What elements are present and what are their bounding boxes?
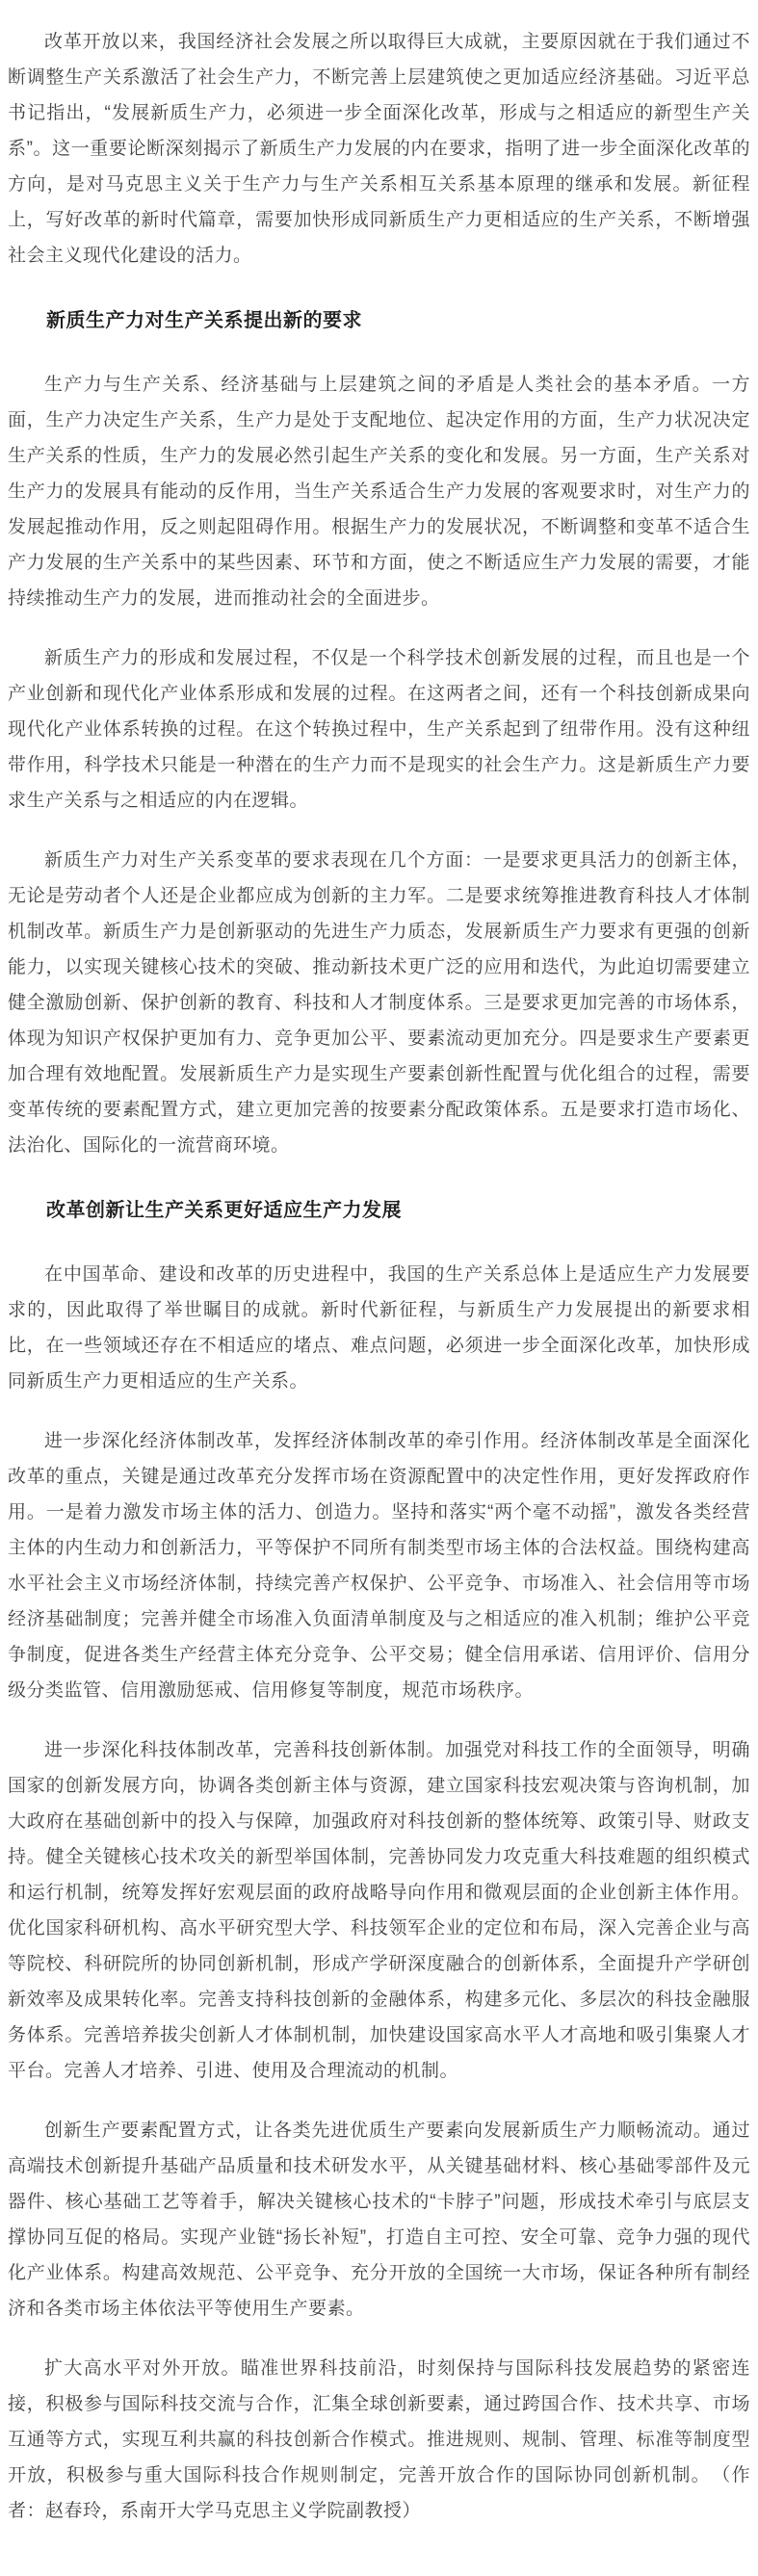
section-heading: 新质生产力对生产关系提出新的要求 <box>46 310 362 331</box>
article-paragraph: 生产力与生产关系、经济基础与上层建筑之间的矛盾是人类社会的基本矛盾。一方面，生产力决定生产关系，生产力是处于支配地位、起决定作用的方面，生产力状况决定生产关系的性质，生产力的发展必然引起生产关系的变化和发展。另一方面，生产关系对生产力的发展具有能动的反作用，当生产关系适合生产力发展的客观要求时，对生产力的发展起推动作用，反之则起阻碍作用。根据生产力的发展状况，不断调整和变革不适合生产力发展的生产关系中的某些因素、环节和方面，使之不断适应生产力发展的需要，才能持续推动生产力的发展，进而推动社会的全面进步。 <box>8 375 750 609</box>
article-paragraph: 进一步深化经济体制改革，发挥经济体制改革的牵引作用。经济体制改革是全面深化改革的重点，关键是通过改革充分发挥市场在资源配置中的决定性作用，更好发挥政府作用。一是着力激发市场主体的活力、创造力。坚持和落实“两个毫不动摇”，激发各类经营主体的内生动力和创新活力，平等保护不同所有制类型市场主体的合法权益。围绕构建高水平社会主义市场经济体制，持续完善产权保护、公平竞争、市场准入、社会信用等市场经济基础制度；完善并健全市场准入负面清单制度及与之相适应的准入机制；维护公平竞争制度，促进各类生产经营主体充分竞争、公平交易；健全信用承诺、信用评价、信用分级分类监管、信用激励惩戒、信用修复等制度，规范市场秩序。 <box>8 1431 750 1701</box>
article-paragraph: 扩大高水平对外开放。瞄准世界科技前沿，时刻保持与国际科技发展趋势的紧密连接，积极参与国际科技交流与合作，汇集全球创新要素，通过跨国合作、技术共享、市场互通等方式，实现互利共赢的科技创新合作模式。推进规则、规制、管理、标准等制度型开放，积极参与重大国际科技合作规则制定，完善开放合作的国际协同创新机制。 （作者：赵春玲，系南开大学马克思主义学院副教授） <box>8 2358 750 2521</box>
section-heading: 改革创新让生产关系更好适应生产力发展 <box>46 1200 402 1221</box>
article-paragraph: 在中国革命、建设和改革的历史进程中，我国的生产关系总体上是适应生产力发展要求的，因此取得了举世瞩目的成就。新时代新征程，与新质生产力发展提出的新要求相比，在一些领域还存在不相适应的堵点、难点问题，必须进一步全面深化改革，加快形成同新质生产力更相适应的生产关系。 <box>8 1264 750 1392</box>
article-paragraph: 改革开放以来，我国经济社会发展之所以取得巨大成就，主要原因就在于我们通过不断调整生产关系激活了社会生产力，不断完善上层建筑使之更加适应经济基础。习近平总书记指出，“发展新质生产力，必须进一步全面深化改革，形成与之相适应的新型生产关系”。这一重要论断深刻揭示了新质生产力发展的内在要求，指明了进一步全面深化改革的方向，是对马克思主义关于生产力与生产关系相互关系基本原理的继承和发展。新征程上，写好改革的新时代篇章，需要加快形成同新质生产力更相适应的生产关系，不断增强社会主义现代化建设的活力。 <box>8 32 750 266</box>
article-paragraph: 新质生产力的形成和发展过程，不仅是一个科学技术创新发展的过程，而且也是一个产业创新和现代化产业体系形成和发展的过程。在这两者之间，还有一个科技创新成果向现代化产业体系转换的过程。在这个转换过程中，生产关系起到了纽带作用。没有这种纽带作用，科学技术只能是一种潜在的生产力而不是现实的社会生产力。这是新质生产力要求生产关系与之相适应的内在逻辑。 <box>8 648 750 811</box>
article-paragraph: 进一步深化科技体制改革，完善科技创新体制。加强党对科技工作的全面领导，明确国家的创新发展方向，协调各类创新主体与资源，建立国家科技宏观决策与咨询机制，加大政府在基础创新中的投入与保障，加强政府对科技创新的整体统筹、政策引导、财政支持。健全关键核心技术攻关的新型举国体制，完善协同发力攻克重大科技难题的组织模式和运行机制，统筹发挥好宏观层面的政府战略导向作用和微观层面的企业创新主体作用。优化国家科研机构、高水平研究型大学、科技领军企业的定位和布局，深入完善企业与高等院校、科研院所的协同创新机制，形成产学研深度融合的创新体系，全面提升产学研创新效率及成果转化率。完善支持科技创新的金融体系，构建多元化、多层次的科技金融服务体系。完善培养拔尖创新人才体制机制，加快建设国家高水平人才高地和吸引集聚人才平台。完善人才培养、引进、使用及合理流动的机制。 <box>8 1740 750 2081</box>
article-paragraph: 新质生产力对生产关系变革的要求表现在几个方面：一是要求更具活力的创新主体，无论是劳动者个人还是企业都应成为创新的主力军。二是要求统筹推进教育科技人才体制机制改革。新质生产力是创新驱动的先进生产力质态，发展新质生产力要求有更强的创新能力，以实现关键核心技术的突破、推动新技术更广泛的应用和迭代，为此迫切需要建立健全激励创新、保护创新的教育、科技和人才制度体系。三是要求更加完善的市场体系，体现为知识产权保护更加有力、竞争更加公平、要素流动更加充分。四是要求生产要素更加合理有效地配置。发展新质生产力是实现生产要素创新性配置与优化组合的过程，需要变革传统的要素配置方式，建立更加完善的按要素分配政策体系。五是要求打造市场化、法治化、国际化的一流营商环境。 <box>8 850 750 1156</box>
article-paragraph: 创新生产要素配置方式，让各类先进优质生产要素向发展新质生产力顺畅流动。通过高端技术创新提升基础产品质量和技术研发水平，从关键基础材料、核心基础零部件及元器件、核心基础工艺等着手，解决关键核心技术的“卡脖子”问题，形成技术牵引与底层支撑协同互促的格局。实现产业链“扬长补短”，打造自主可控、安全可靠、竞争力强的现代化产业体系。构建高效规范、公平竞争、充分开放的全国统一大市场，保证各种所有制经济和各类市场主体依法平等使用生产要素。 <box>8 2121 750 2319</box>
